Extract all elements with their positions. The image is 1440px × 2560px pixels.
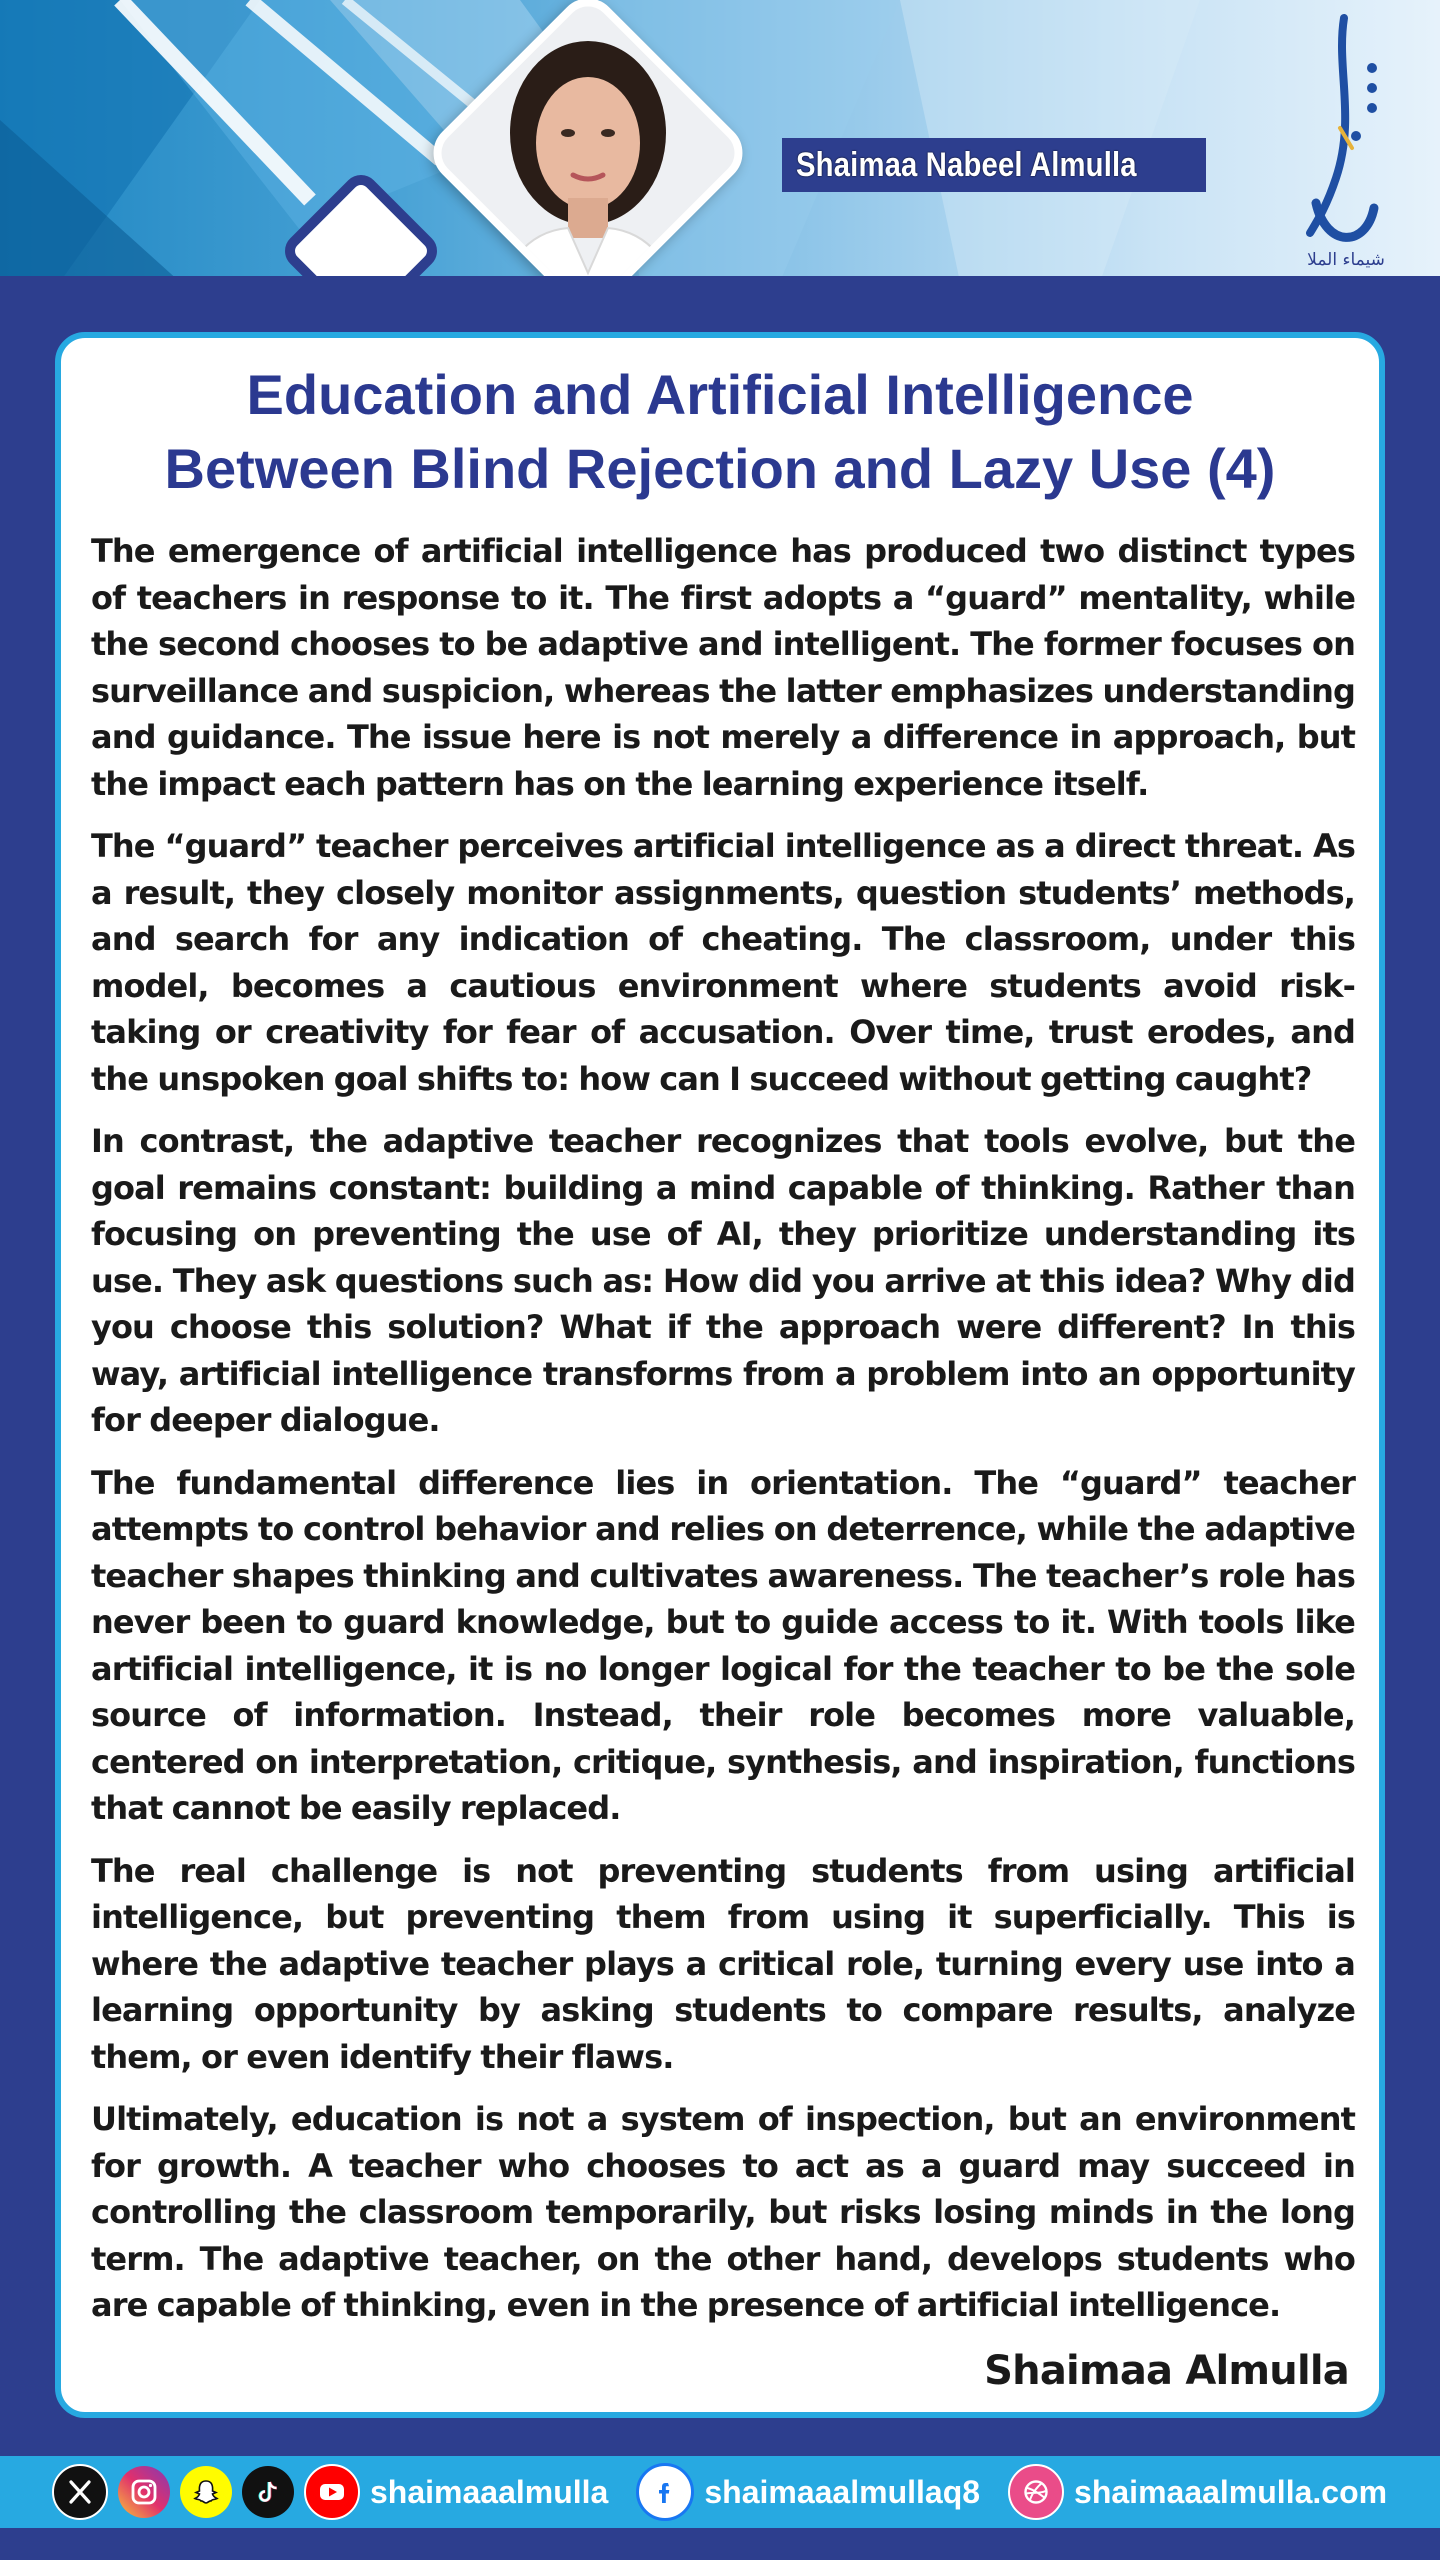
article-paragraph: In contrast, the adaptive teacher recognizes that tools evolve, but the goal remains constant: building a mind capable of thinking. Rather than focusing on preventing the use of AI, they prioritize understanding its use. They ask questions such as: How did you arrive at this idea? Why did you choose this solution? What if the approach were different? In this way, artificial intelligence transforms from a problem into an opportunity for deeper dialogue. (91, 1122, 1355, 1439)
social-footer (0, 2456, 1440, 2528)
facebook-handle[interactable]: shaimaaalmullaq8 (704, 2473, 981, 2510)
article-paragraph: Ultimately, education is not a system of inspection, but an environment for growth. A teacher who chooses to act as a guard may succeed in controlling the classroom temporarily, but risks losing minds in the long term. The adaptive teacher, on the other hand, develops students who are capable of thinking, even in the presence of artificial intelligence. (91, 2100, 1355, 2324)
tiktok-icon[interactable] (242, 2466, 294, 2518)
x-icon[interactable] (52, 2464, 108, 2520)
snapchat-icon[interactable] (180, 2466, 232, 2518)
article-paragraph: The fundamental difference lies in orientation. The “guard” teacher attempts to control behavior and relies on deterrence, while the adaptive teacher shapes thinking and cultivates awareness. The teacher’s role has never been to guard knowledge, but to guide access to it. With tools like artificial intelligence, it is no longer logical for the teacher to be the sole source of information. Instead, their role becomes more valuable, centered on interpretation, critique, synthesis, and inspiration, functions that cannot be easily replaced. (91, 1463, 1355, 1827)
article-title-line-2: Between Blind Rejection and Lazy Use (4) (164, 437, 1276, 500)
header-banner (0, 0, 1440, 282)
website-globe-icon[interactable] (1008, 2464, 1064, 2520)
banner-divider (0, 276, 1440, 282)
article-title (61, 358, 1379, 506)
article-paragraph: The real challenge is not preventing students from using artificial intelligence, but preventing them from using it superficially. This is where the adaptive teacher plays a critical role, turning every use into a learning opportunity by asking students to compare results, analyze them, or even identify their flaws. (91, 1851, 1355, 2076)
article-paragraph: The “guard” teacher perceives artificial intelligence as a direct threat. As a result, they closely monitor assignments, question students’ methods, and search for any indication of cheating. The classroom, under this model, becomes a cautious environment where students avoid risk-taking or creativity for fear of accusation. Over time, trust erodes, and the unspoken goal shifts to: how can I succeed without getting caught? (91, 827, 1355, 1098)
calligraphy-logo-icon (1296, 8, 1396, 278)
social-handle[interactable]: shaimaaalmulla (370, 2473, 609, 2510)
article-body (91, 528, 1355, 2345)
author-name: Shaimaa Nabeel Almulla (796, 145, 1137, 184)
author-name-tag (782, 138, 1206, 192)
facebook-icon[interactable] (636, 2463, 694, 2521)
article-card (55, 332, 1385, 2418)
youtube-icon[interactable] (304, 2464, 360, 2520)
logo-caption: شيماء الملا (1307, 250, 1385, 270)
bottom-strip (0, 2528, 1440, 2560)
article-title-line-1: Education and Artificial Intelligence (246, 363, 1194, 426)
author-signature: Shaimaa Almulla (984, 2348, 1349, 2394)
website-link[interactable]: shaimaaalmulla.com (1074, 2473, 1388, 2510)
article-paragraph: The emergence of artificial intelligence has produced two distinct types of teachers in response to it. The first adopts a “guard” mentality, while the second chooses to be adaptive and intelligent. The former focuses on surveillance and suspicion, whereas the latter emphasizes understanding and guidance. The issue here is not merely a difference in approach, but the impact each pattern has on the learning experience itself. (91, 532, 1355, 803)
instagram-icon[interactable] (118, 2466, 170, 2518)
